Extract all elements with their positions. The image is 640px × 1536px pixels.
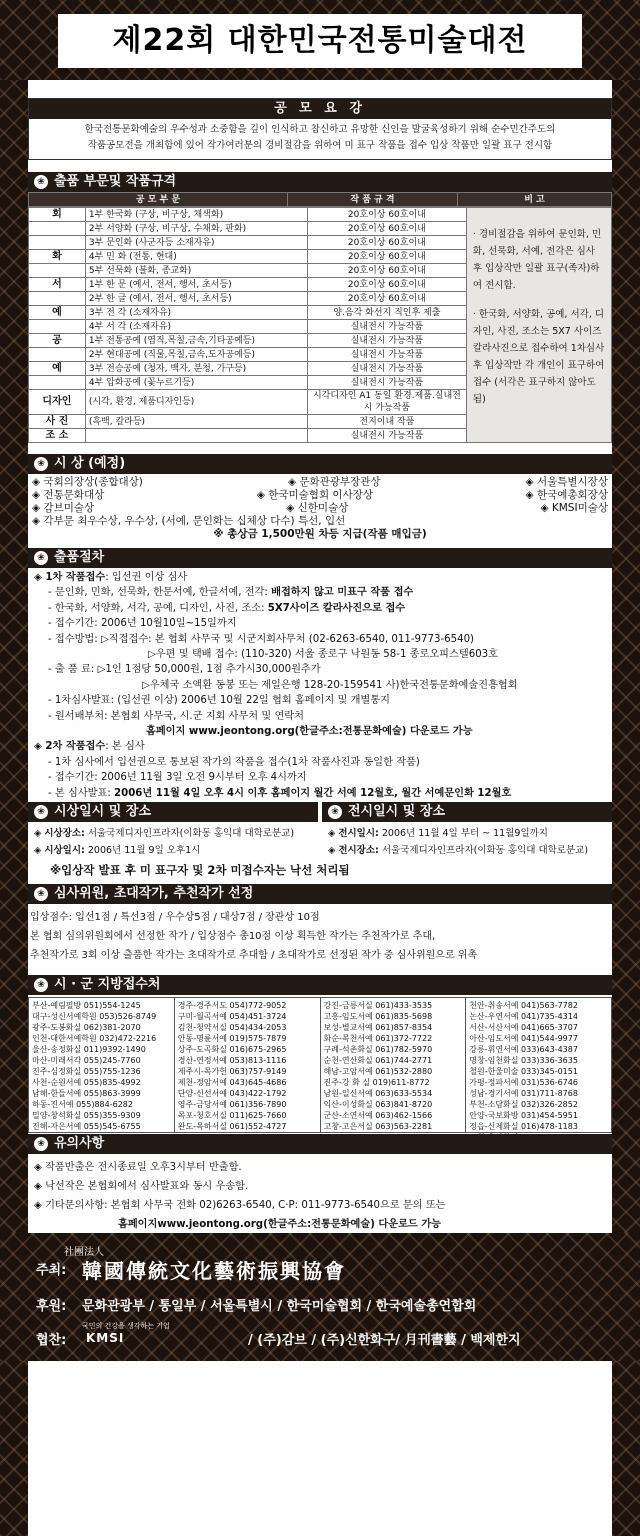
category-cell: 사 진 [29, 415, 86, 429]
category-cell: 예 [29, 362, 86, 376]
list-item: 진주-심정화실 055)755-1236 [32, 1067, 141, 1076]
list-item: 울산-송정화실 011)9392-1490 [32, 1045, 146, 1054]
remark-2: · 한국화, 서양화, 공예, 서각, 디자인, 사진, 조소는 5X7 사이즈 칼라사진으로 접수하여 1차심사후 입상작만 각 개인이 표구하여 접수 (서각은 표구하지 않아도 됨) [472, 309, 605, 405]
spec-cell: 20호이상 60호이내 [307, 236, 466, 250]
list-item: 마산-미래서각 055)245-7760 [32, 1056, 141, 1065]
spec-cell: 20호이상 60호이내 [307, 222, 466, 236]
flower-icon: ❀ [34, 1137, 48, 1151]
flower-icon: ❀ [34, 887, 48, 901]
list-item: 해남-고암서예 061)532-2880 [323, 1067, 433, 1076]
list-item: 고창-고은서실 063)563-2281 [323, 1122, 433, 1131]
header-banner [0, 0, 640, 80]
flower-icon: ❀ [34, 457, 48, 471]
list-item: 익산-이성화실 063)841-8720 [323, 1100, 433, 1109]
list-item: 상주-도곡화실 016)675-2965 [177, 1045, 287, 1054]
award-item: ◈ 국회의장상(종합대상) [32, 476, 143, 488]
category-cell: 공 [29, 334, 86, 348]
spec-cell: 실내전시 가능작품 [307, 362, 466, 376]
list-item: 명창-임천화실 033)336-3635 [469, 1056, 578, 1065]
col-header-spec: 작 품 규 격 [288, 193, 458, 207]
list-item: 화순-목천서예 061)372-7722 [323, 1034, 433, 1043]
list-item: 남원-일신서예 063)633-5534 [323, 1089, 433, 1098]
list-item: 순천-연산화실 061)744-2771 [323, 1056, 433, 1065]
category-cell: 화 [29, 250, 86, 264]
list-item: 논산-우연서예 041)735-4314 [469, 1012, 578, 1021]
spec-cell: 전지이내 작품 [307, 415, 466, 429]
list-item: 김천-청약서실 054)434-2053 [177, 1023, 287, 1032]
list-item: 인천-대한서예학원 032)472-2216 [32, 1034, 157, 1043]
section-label: 1부 전통공예 (염직,목칠,금속,기타공예등) [85, 334, 307, 348]
branch-column [466, 998, 611, 1132]
list-item: 사천-순원서예 055)835-4992 [32, 1078, 141, 1087]
intro-header: 공 모 요 강 [29, 99, 611, 119]
spec-cell: 20호이상 60호이내 [307, 292, 466, 306]
list-item: 제주시-목가헌 063)757-9149 [177, 1067, 287, 1076]
list-item: 군산-소연서예 063)462-1566 [323, 1111, 433, 1120]
org-small: 社團法人 [64, 1247, 104, 1258]
section-label: 4부 압화공예 (꽃누르기등) [85, 376, 307, 390]
section-label: 3부 문인화 (사군자등 소재자유) [85, 236, 307, 250]
section-label: 1부 한국화 (구상, 비구상, 채색화) [85, 208, 307, 222]
org-label: 주최: [36, 1263, 67, 1278]
list-item: 진주-강 화 실 019)611-8772 [323, 1078, 430, 1087]
sponsors: 문화관광부 / 통일부 / 서울특별시 / 한국미술협회 / 한국예술총연합회 [82, 1299, 477, 1314]
branch-grid [28, 997, 612, 1133]
category-cell: 디자인 [29, 390, 86, 415]
intro-text: 한국전통문화예술의 우수성과 소중함을 깊이 인식하고 참신하고 유망한 신인을 발굴육성하기 위해 순수민간주도의 작품공모전을 개최함에 있어 작가여러분의 경비절감을 위하여 미 표구 작품을 접수 입상 작품만 일괄 표구 전시함 [84, 124, 556, 151]
judges-text: 입상점수: 입선1점 / 특선3점 / 우수상5점 / 대상7점 / 장관상 10점 본 협회 심의위원회에서 선정한 작가 / 입상점수 총10점 이상 획득한 작가는 추천작가로 추대, 추천작가로 3회 이상 출품한 작가는 초대작가로 추대함 / 초대작가로 선정된 작가 중 심사위원으로 위촉 [30, 912, 478, 961]
list-item: 철원-한울미술 033)345-0151 [469, 1067, 578, 1076]
section-label: (흑백, 칼라등) [85, 415, 307, 429]
award-item: ◈ 각부문 최우수상, 우수상, (서예, 문인화는 십체상 다수) 특선, 입선 [32, 515, 346, 527]
spec-cell: 양.음각 화선지 직인후 제출 [307, 306, 466, 320]
list-item: 아산-임도서예 041)544-9977 [469, 1034, 578, 1043]
category-cell: 예 [29, 306, 86, 320]
list-item: 가평-정파서예 031)536-6746 [469, 1078, 578, 1087]
spec-cell: 실내전시 가능작품 [307, 376, 466, 390]
flower-icon: ❀ [34, 805, 48, 819]
flower-icon: ❀ [328, 805, 342, 819]
list-item: 안양-국보화방 031)454-5951 [469, 1111, 578, 1120]
branch-column [175, 998, 321, 1132]
spec-cell: 실내전시 가능작품 [307, 429, 466, 443]
list-item: 하동-진서예 055)884-6282 [32, 1100, 133, 1109]
category-cell [29, 376, 86, 390]
category-cell: 서 [29, 278, 86, 292]
section-awards-header: ❀ 시 상 (예정) [28, 454, 612, 474]
award-item: ◈ 서울특별시장상 [525, 476, 608, 488]
col-header-category: 공 모 부 문 [29, 193, 288, 207]
cooperators: / (주)감브 / (주)신한화구/ 月刊書藝 / 백제한지 [248, 1333, 521, 1348]
kmsi-logo: KMSI [86, 1331, 125, 1345]
table-row [29, 208, 612, 222]
section-label: 2부 서양화 (구상, 비구상, 수채화, 판화) [85, 222, 307, 236]
category-cell [29, 348, 86, 362]
list-item: 완도-목하서실 061)552-4727 [177, 1122, 287, 1131]
footer [0, 1233, 640, 1361]
award-item: ◈ 전통문화대상 [32, 489, 105, 501]
list-item: 밀양-창석화실 055)355-9309 [32, 1111, 141, 1120]
section-label [85, 429, 307, 443]
warning-text: ※입상작 발표 후 미 표구자 및 2차 미접수자는 낙선 처리됨 [50, 863, 350, 877]
spec-cell: 20호이상 60호이내 [307, 208, 466, 222]
list-item: 부산-예림필방 051)554-1245 [32, 1001, 141, 1010]
section-ceremony-header: ❀ 시상일시 및 장소 [28, 802, 318, 822]
flower-icon: ❀ [34, 175, 48, 189]
remark-1: · 경비절감을 위하여 문인화, 민화, 선묵화, 서예, 전각은 심사 후 입상작만 일괄 표구(족자)하여 전시함. [472, 229, 602, 291]
col-header-remark: 비 고 [458, 193, 612, 207]
section-notes-header: ❀ 유의사항 [28, 1134, 612, 1154]
branch-column [29, 998, 175, 1132]
list-item: 남해-한들서예 055)863-3999 [32, 1089, 141, 1098]
list-item: 천안-취송서예 041)563-7782 [469, 1001, 578, 1010]
list-item: 성남-경기서예 031)711-8768 [469, 1089, 578, 1098]
list-item: 제천-정암서예 043)645-4686 [177, 1078, 287, 1087]
spec-cell: 20호이상 60호이내 [307, 250, 466, 264]
section-judges-header: ❀ 심사위원, 초대작가, 추천작가 선정 [28, 884, 612, 904]
entry-rows-table [28, 207, 612, 443]
category-cell [29, 264, 86, 278]
list-item: 목포-청호서실 011)625-7660 [177, 1111, 287, 1120]
section-label: 5부 선묵화 (불화, 종교화) [85, 264, 307, 278]
poster-title: 제22회 대한민국전통미술대전 [58, 14, 582, 68]
list-item: 영주-금당서예 061)356-7890 [177, 1100, 287, 1109]
flower-icon: ❀ [34, 978, 48, 992]
award-item: ◈ 문화관광부장관상 [287, 476, 381, 488]
category-cell [29, 222, 86, 236]
list-item: 강진-금릉서실 061)433-3535 [323, 1001, 433, 1010]
list-item: 경산-연정서예 053)813-1116 [177, 1056, 287, 1065]
remark-cell [466, 208, 611, 443]
list-item: 광주-도봉화실 062)381-2070 [32, 1023, 141, 1032]
section-label: 4부 서 각 (소재자유) [85, 320, 307, 334]
procedure-body: ◈ 1차 작품접수: 입선권 이상 심사 - 문인화, 민화, 선묵화, 한문서예, 한글서예, 전각: 배접하지 않고 미표구 작품 접수 - 한국화, 서양화, 서각, 공예, 디자인, 사진, 조소: 5X7사이즈 칼라사진으로 접수 - 접수기간: 2006년 10월10일~15일까지 - 접수방법: ▷직접접수: 본 협회 사무국 및 시군지회사무처 (02-6263-6540, 011-9773-6540) ▷우편 및 택배 접수: (110-320) 서울 종로구 낙원동 58-1 종로오피스텔603호 - 출 품 료: ▷1인 1점당 50,000원, 1점 추가시30,000원추가 ▷우체국 소액환 동봉 또는 제일은행 128-20-159541 사)한국전통문화예술진흥협회 - 1차심사발표: (입선권 이상) 2006년 10월 22일 협회 홈페이지 및 개별통지 - 원서배부처: 본협회 사무국, 시.군 지회 사무처 및 연락처 홈페이지 www.jeontong.org(한글주소:전통문화예술) 다운로드 가능 ◈ 2차 작품접수: 본 심사 - 1차 심사에서 입선권으로 통보된 작가의 작품을 접수(1차 작품사진과 동일한 작품) - 접수기간: 2006년 11월 3일 오전 9시부터 오후 4시까지 - 본 심사발표: 2006년 11월 4일 오후 4시 이후 홈페이지 월간 서예 12월호, 월간 서예문인화 12월호 [34, 572, 518, 799]
list-item: 고흥-임도서예 061)835-5698 [323, 1012, 433, 1021]
list-item: 서산-서산서예 041)665-3707 [469, 1023, 578, 1032]
branch-column [321, 998, 467, 1132]
section-label: (시각, 환경, 제품디자인등) [85, 390, 307, 415]
category-cell [29, 320, 86, 334]
award-item: ◈ KMSI미술상 [540, 502, 608, 514]
notes-list: ◈ 작품반출은 전시종료일 오후3시부터 반출함. ◈ 낙선작은 본협회에서 심사발표와 동시 우송함. ◈ 기타문의사항: 본협회 사무국 전화 02)6263-6540, C·P: 011-9773-6540으로 문의 또는 홈페이지www.jeontong.org(한글주소:전통문화예술) 다운로드 가능 [34, 1162, 446, 1230]
list-item: 대구-성신서예학원 053)526-8749 [32, 1012, 157, 1021]
list-item: 정읍-신제화실 016)478-1183 [469, 1122, 578, 1131]
section-label: 2부 현대공예 (직물,목칠,금속,도자공예등) [85, 348, 307, 362]
spec-cell: 실내전시 가능작품 [307, 348, 466, 362]
list-item: 안동-명륜서예 019)575-7879 [177, 1034, 287, 1043]
section-label: 3부 전승공예 (청자, 백자, 분청, 가구등) [85, 362, 307, 376]
award-item: ◈ 신한미술상 [286, 502, 349, 514]
section-branches-header: ❀ 시 · 군 지방접수처 [28, 975, 612, 995]
list-item: 보성-별교서예 061)857-8354 [323, 1023, 433, 1032]
flower-icon: ❀ [34, 551, 48, 565]
spec-cell: 시각디자인 A1 동일 환경.제품.실내전시 가능작품 [307, 390, 466, 415]
awards-list [28, 474, 612, 543]
award-item: ◈ 한국미술협회 이사장상 [256, 489, 374, 501]
section-procedure-header: ❀ 출품절차 [28, 548, 612, 568]
entry-table [28, 192, 612, 207]
list-item: 구례-석촌화실 061)782-5970 [323, 1045, 433, 1054]
category-cell [29, 236, 86, 250]
list-item: 부천-소담화실 032)326-2852 [469, 1100, 578, 1109]
list-item: 경주-경주서도 054)772-9052 [177, 1001, 287, 1010]
ceremony-info: ◈ 시상장소: 서울국제디자인프라자(이화동 홍익대 대학로분교) ◈ 시상일시: 2006년 11월 9일 오후1시 [34, 828, 295, 856]
category-cell [29, 292, 86, 306]
spec-cell: 20호이상 60호이내 [307, 278, 466, 292]
coop-small: 국민의 건강을 생각하는 기업 [82, 1322, 170, 1330]
spec-cell: 실내전시 가능작품 [307, 334, 466, 348]
section-entry-header: ❀ 출품 부문및 작품규격 [28, 172, 612, 192]
sponsor-label: 후원: [36, 1299, 67, 1314]
list-item: 단양-신선서예 043)422-1792 [177, 1089, 287, 1098]
total-prize: ※ 총상금 1,500만원 차등 지급(작품 매입금) [213, 528, 427, 540]
award-item: ◈ 한국예총회장상 [525, 489, 608, 501]
category-cell: 회 [29, 208, 86, 222]
list-item: 구미-월곡서예 054)451-3724 [177, 1012, 287, 1021]
section-label: 2부 한 글 (예서, 전서, 행서, 초서등) [85, 292, 307, 306]
exhibition-info: ◈ 전시일시: 2006년 11월 4일 부터 ~ 11월9일까지 ◈ 전시장소: 서울국제디자인프라자(이화동 홍익대 대학로분교) [328, 828, 589, 856]
spec-cell: 20호이상 60호이내 [307, 264, 466, 278]
award-item: ◈ 감브미술상 [32, 502, 95, 514]
category-cell: 조 소 [29, 429, 86, 443]
section-label: 1부 한 문 (예서, 전서, 행서, 초서등) [85, 278, 307, 292]
coop-label: 협찬: [36, 1333, 67, 1348]
section-label: 4부 민 화 (전통, 현대) [85, 250, 307, 264]
list-item: 강릉-휘연서예 033)643-4387 [469, 1045, 578, 1054]
section-label: 3부 전 각 (소재자유) [85, 306, 307, 320]
spec-cell: 실내전시 가능작품 [307, 320, 466, 334]
list-item: 진해-자은서예 055)545-6755 [32, 1122, 141, 1131]
section-exhibition-header: ❀ 전시일시 및 장소 [322, 802, 612, 822]
org-name: 韓國傳統文化藝術振興協會 [82, 1259, 346, 1283]
